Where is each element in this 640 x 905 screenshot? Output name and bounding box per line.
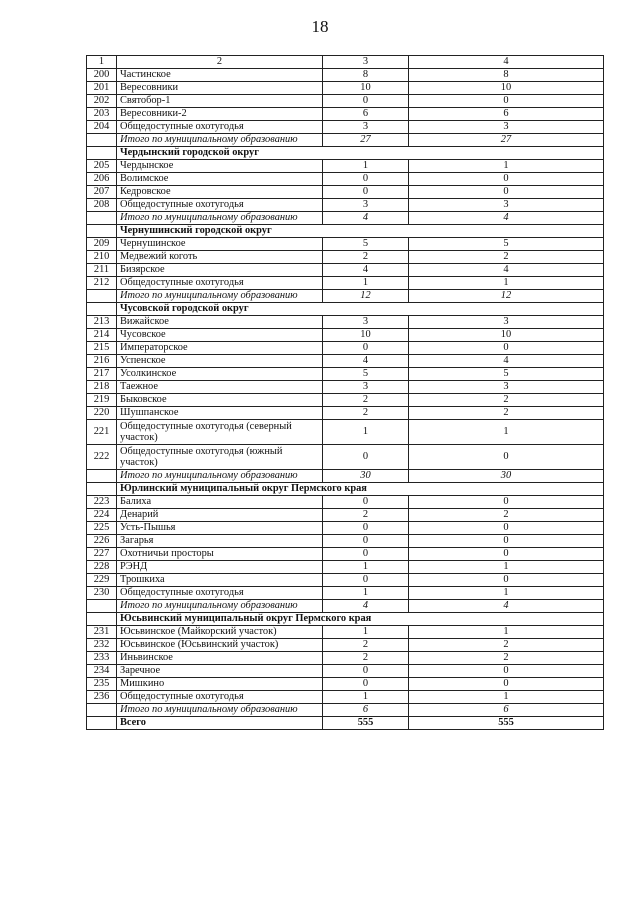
row-number: 204	[87, 121, 117, 134]
row-value-col3: 3	[323, 199, 409, 212]
row-value-col3: 2	[323, 509, 409, 522]
row-value-col4: 0	[409, 548, 604, 561]
row-number	[87, 600, 117, 613]
table-row	[87, 108, 604, 121]
row-value-col3: 2	[323, 394, 409, 407]
table-row	[87, 368, 604, 381]
row-number: 207	[87, 186, 117, 199]
row-name: Быковское	[117, 394, 323, 407]
row-number: 212	[87, 277, 117, 290]
row-value-col4: 1	[409, 160, 604, 173]
row-value-col3: 4	[323, 264, 409, 277]
row-number: 214	[87, 329, 117, 342]
row-value-col4: 4	[409, 212, 604, 225]
row-value-col4: 2	[409, 639, 604, 652]
section-row	[87, 613, 604, 626]
table-row	[87, 535, 604, 548]
page-number: 18	[311, 17, 329, 36]
row-value-col3: 0	[323, 678, 409, 691]
row-number: 220	[87, 407, 117, 420]
row-name: РЭНД	[117, 561, 323, 574]
row-name: Императорское	[117, 342, 323, 355]
table-row	[87, 238, 604, 251]
row-number: 205	[87, 160, 117, 173]
row-name: Вересовники	[117, 82, 323, 95]
row-number: 223	[87, 496, 117, 509]
row-value-col3: 0	[323, 496, 409, 509]
row-value-col3: 555	[323, 717, 409, 730]
row-name: Общедоступные охотугодья	[117, 121, 323, 134]
row-value-col4: 3	[409, 199, 604, 212]
row-number: 200	[87, 69, 117, 82]
row-name: Шушпанское	[117, 407, 323, 420]
row-name: Юсьвинское (Майкорский участок)	[117, 626, 323, 639]
subtotal-row	[87, 290, 604, 303]
row-name: Охотничьи просторы	[117, 548, 323, 561]
row-value-col3: 27	[323, 134, 409, 147]
row-number: 227	[87, 548, 117, 561]
row-value-col4: 0	[409, 522, 604, 535]
table-row	[87, 381, 604, 394]
table-row	[87, 199, 604, 212]
table-row	[87, 355, 604, 368]
row-value-col4: 5	[409, 368, 604, 381]
row-number: 231	[87, 626, 117, 639]
row-number: 208	[87, 199, 117, 212]
subtotal-row	[87, 600, 604, 613]
row-name: Вижайское	[117, 316, 323, 329]
table-row	[87, 522, 604, 535]
row-value-col3: 6	[323, 108, 409, 121]
row-value-col3: 0	[323, 186, 409, 199]
row-name: Вересовники-2	[117, 108, 323, 121]
section-num-cell	[87, 147, 117, 160]
row-number	[87, 717, 117, 730]
row-name: Загарья	[117, 535, 323, 548]
row-value-col3: 0	[323, 535, 409, 548]
row-number: 222	[87, 445, 117, 470]
row-number: 215	[87, 342, 117, 355]
row-value-col4: 12	[409, 290, 604, 303]
section-row	[87, 225, 604, 238]
row-name: Заречное	[117, 665, 323, 678]
row-number: 202	[87, 95, 117, 108]
row-value-col3: 30	[323, 470, 409, 483]
row-value-col4: 1	[409, 691, 604, 704]
section-num-cell	[87, 225, 117, 238]
header-col-2: 2	[117, 56, 323, 69]
row-name: Общедоступные охотугодья	[117, 199, 323, 212]
section-title: Юсьвинский муниципальный округ Пермского края	[117, 613, 604, 626]
row-value-col4: 4	[409, 355, 604, 368]
row-value-col3: 2	[323, 407, 409, 420]
row-value-col4: 3	[409, 121, 604, 134]
row-name: Балиха	[117, 496, 323, 509]
row-number	[87, 290, 117, 303]
section-title: Чердынский городской округ	[117, 147, 604, 160]
row-number: 219	[87, 394, 117, 407]
row-value-col4: 5	[409, 238, 604, 251]
row-number	[87, 212, 117, 225]
row-name: Таежное	[117, 381, 323, 394]
row-name: Святобор-1	[117, 95, 323, 108]
table-row	[87, 574, 604, 587]
subtotal-row	[87, 134, 604, 147]
row-value-col3: 0	[323, 574, 409, 587]
row-value-col4: 3	[409, 316, 604, 329]
row-number: 232	[87, 639, 117, 652]
row-number: 211	[87, 264, 117, 277]
row-name: Частинское	[117, 69, 323, 82]
header-col-3: 3	[323, 56, 409, 69]
quota-table	[86, 55, 604, 730]
row-number: 230	[87, 587, 117, 600]
table-row	[87, 561, 604, 574]
row-value-col4: 555	[409, 717, 604, 730]
row-value-col4: 0	[409, 665, 604, 678]
row-name: Общедоступные охотугодья	[117, 587, 323, 600]
table-row	[87, 548, 604, 561]
row-name: Усть-Пышья	[117, 522, 323, 535]
section-row	[87, 303, 604, 316]
row-name: Мишкино	[117, 678, 323, 691]
row-value-col3: 4	[323, 212, 409, 225]
row-number: 203	[87, 108, 117, 121]
row-value-col4: 0	[409, 173, 604, 186]
section-row	[87, 147, 604, 160]
row-value-col3: 0	[323, 522, 409, 535]
row-value-col4: 1	[409, 626, 604, 639]
row-name: Трошкиха	[117, 574, 323, 587]
subtotal-row	[87, 212, 604, 225]
row-number: 233	[87, 652, 117, 665]
row-name: Общедоступные охотугодья	[117, 277, 323, 290]
row-value-col3: 8	[323, 69, 409, 82]
table-row	[87, 394, 604, 407]
table-row	[87, 626, 604, 639]
row-value-col3: 1	[323, 277, 409, 290]
table-row	[87, 121, 604, 134]
row-name: Всего	[117, 717, 323, 730]
row-number: 209	[87, 238, 117, 251]
table-row	[87, 160, 604, 173]
row-number: 217	[87, 368, 117, 381]
row-value-col3: 3	[323, 121, 409, 134]
row-name: Общедоступные охотугодья	[117, 691, 323, 704]
row-value-col4: 2	[409, 251, 604, 264]
row-value-col3: 1	[323, 626, 409, 639]
row-number: 218	[87, 381, 117, 394]
row-value-col3: 1	[323, 691, 409, 704]
row-number	[87, 704, 117, 717]
row-value-col3: 2	[323, 639, 409, 652]
row-value-col3: 2	[323, 652, 409, 665]
row-value-col3: 2	[323, 251, 409, 264]
row-value-col4: 2	[409, 652, 604, 665]
row-value-col3: 6	[323, 704, 409, 717]
row-value-col4: 2	[409, 407, 604, 420]
row-value-col3: 5	[323, 238, 409, 251]
row-value-col3: 1	[323, 561, 409, 574]
table-row	[87, 82, 604, 95]
row-value-col3: 0	[323, 95, 409, 108]
section-num-cell	[87, 483, 117, 496]
section-num-cell	[87, 613, 117, 626]
row-value-col3: 1	[323, 420, 409, 445]
table-row	[87, 445, 604, 470]
row-name: Итого по муниципальному образованию	[117, 290, 323, 303]
table-row	[87, 652, 604, 665]
row-name: Чердынское	[117, 160, 323, 173]
row-value-col4: 1	[409, 277, 604, 290]
row-value-col4: 27	[409, 134, 604, 147]
row-value-col4: 8	[409, 69, 604, 82]
table-row	[87, 665, 604, 678]
table-row	[87, 329, 604, 342]
row-value-col4: 0	[409, 496, 604, 509]
row-number: 206	[87, 173, 117, 186]
row-value-col4: 1	[409, 587, 604, 600]
row-value-col3: 3	[323, 381, 409, 394]
row-name: Иньвинское	[117, 652, 323, 665]
table-row	[87, 407, 604, 420]
row-value-col4: 0	[409, 95, 604, 108]
grand-total-row	[87, 717, 604, 730]
subtotal-row	[87, 704, 604, 717]
row-number: 228	[87, 561, 117, 574]
subtotal-row	[87, 470, 604, 483]
row-value-col3: 0	[323, 548, 409, 561]
row-name: Бизярское	[117, 264, 323, 277]
section-row	[87, 483, 604, 496]
table-row	[87, 678, 604, 691]
section-title: Чусовской городской округ	[117, 303, 604, 316]
row-value-col3: 0	[323, 342, 409, 355]
row-name: Итого по муниципальному образованию	[117, 134, 323, 147]
row-value-col3: 3	[323, 316, 409, 329]
row-value-col3: 5	[323, 368, 409, 381]
table-row	[87, 587, 604, 600]
row-name: Кедровское	[117, 186, 323, 199]
row-value-col4: 10	[409, 329, 604, 342]
row-value-col4: 0	[409, 535, 604, 548]
table-row	[87, 69, 604, 82]
row-number: 213	[87, 316, 117, 329]
row-value-col4: 0	[409, 342, 604, 355]
row-name: Общедоступные охотугодья (южный участок)	[117, 445, 323, 470]
row-value-col4: 0	[409, 445, 604, 470]
section-title: Юрлинский муниципальный округ Пермского края	[117, 483, 604, 496]
table-row	[87, 496, 604, 509]
row-number	[87, 470, 117, 483]
row-value-col4: 30	[409, 470, 604, 483]
header-row	[87, 56, 604, 69]
table-row	[87, 277, 604, 290]
row-value-col4: 0	[409, 678, 604, 691]
row-number	[87, 134, 117, 147]
table-row	[87, 691, 604, 704]
row-value-col4: 0	[409, 186, 604, 199]
row-value-col4: 1	[409, 420, 604, 445]
row-name: Итого по муниципальному образованию	[117, 704, 323, 717]
row-name: Чернушинское	[117, 238, 323, 251]
row-value-col3: 10	[323, 329, 409, 342]
row-number: 235	[87, 678, 117, 691]
row-value-col4: 6	[409, 704, 604, 717]
row-name: Юсьвинское (Юсьвинский участок)	[117, 639, 323, 652]
row-name: Успенское	[117, 355, 323, 368]
row-number: 210	[87, 251, 117, 264]
row-value-col4: 10	[409, 82, 604, 95]
table-row	[87, 509, 604, 522]
row-name: Медвежий коготь	[117, 251, 323, 264]
row-value-col3: 1	[323, 587, 409, 600]
table-row	[87, 95, 604, 108]
table-row	[87, 342, 604, 355]
row-value-col4: 4	[409, 600, 604, 613]
row-number: 201	[87, 82, 117, 95]
row-name: Волимское	[117, 173, 323, 186]
row-number: 221	[87, 420, 117, 445]
row-name: Итого по муниципальному образованию	[117, 212, 323, 225]
row-name: Денарий	[117, 509, 323, 522]
row-name: Итого по муниципальному образованию	[117, 470, 323, 483]
row-value-col3: 1	[323, 160, 409, 173]
row-value-col4: 3	[409, 381, 604, 394]
row-number: 226	[87, 535, 117, 548]
table-row	[87, 420, 604, 445]
section-title: Чернушинский городской округ	[117, 225, 604, 238]
table-row	[87, 639, 604, 652]
row-number: 234	[87, 665, 117, 678]
row-value-col3: 10	[323, 82, 409, 95]
row-number: 229	[87, 574, 117, 587]
row-value-col4: 2	[409, 509, 604, 522]
row-number: 225	[87, 522, 117, 535]
row-name: Общедоступные охотугодья (северный участок)	[117, 420, 323, 445]
row-value-col4: 2	[409, 394, 604, 407]
row-number: 216	[87, 355, 117, 368]
row-value-col3: 0	[323, 665, 409, 678]
header-col-1: 1	[87, 56, 117, 69]
row-name: Чусовское	[117, 329, 323, 342]
row-number: 224	[87, 509, 117, 522]
row-value-col4: 0	[409, 574, 604, 587]
row-value-col3: 4	[323, 355, 409, 368]
row-value-col3: 0	[323, 173, 409, 186]
row-value-col3: 12	[323, 290, 409, 303]
row-value-col3: 4	[323, 600, 409, 613]
row-name: Итого по муниципальному образованию	[117, 600, 323, 613]
table-row	[87, 264, 604, 277]
table-body	[87, 56, 604, 730]
row-number: 236	[87, 691, 117, 704]
table-row	[87, 251, 604, 264]
row-value-col4: 4	[409, 264, 604, 277]
section-num-cell	[87, 303, 117, 316]
table-row	[87, 316, 604, 329]
header-col-4: 4	[409, 56, 604, 69]
row-value-col4: 1	[409, 561, 604, 574]
table-row	[87, 173, 604, 186]
row-value-col3: 0	[323, 445, 409, 470]
table-row	[87, 186, 604, 199]
row-value-col4: 6	[409, 108, 604, 121]
row-name: Усолкинское	[117, 368, 323, 381]
